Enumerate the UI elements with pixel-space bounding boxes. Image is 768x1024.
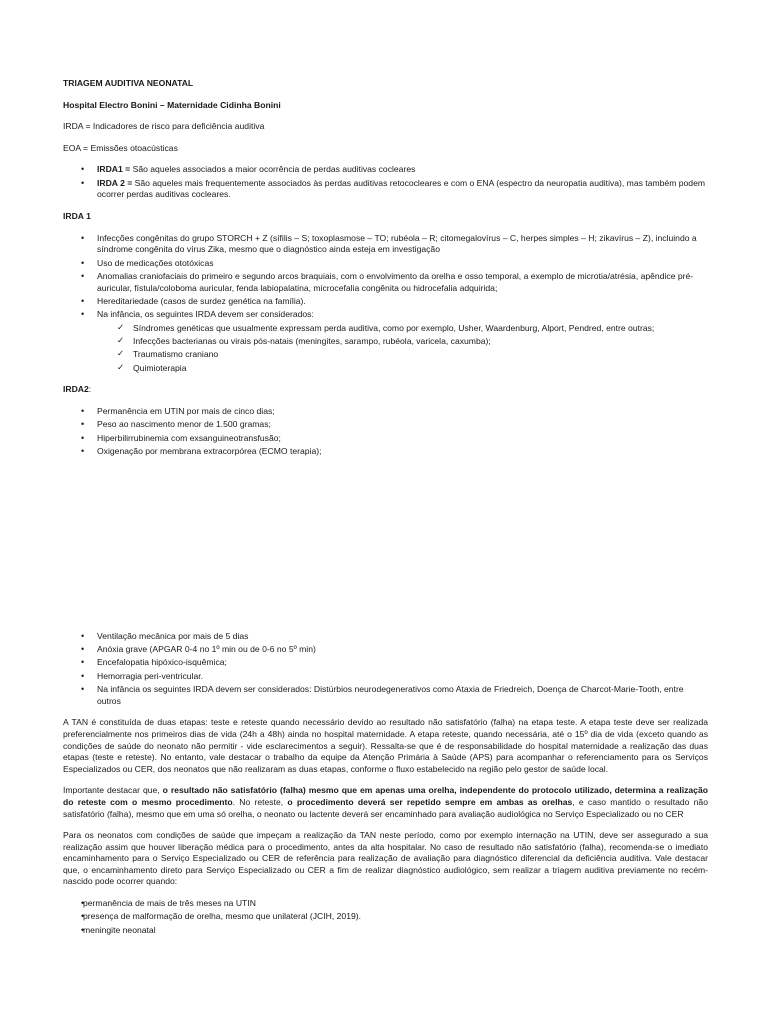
list-item: ✓ Quimioterapia [63,363,708,375]
list-item: ✓ Infecções bacterianas ou virais pós-natais (meningites, sarampo, rubéola, varicela, caxumba); [63,336,708,348]
list-item: • Na infância os seguintes IRDA devem ser considerados: Distúrbios neurodegenerativos como Ataxia de Friedreich, Doença de Charcot-Marie-Tooth, entre outros [63,684,708,707]
list-item: • Uso de medicações ototóxicas [63,258,708,270]
list-item: • Peso ao nascimento menor de 1.500 gramas; [63,419,708,431]
direct-referral-list [63,898,708,936]
irda2-list [63,406,708,458]
document-content [63,78,708,938]
list-item: • Anomalias craniofaciais do primeiro e segundo arcos braquiais, com o envolvimento da orelha e osso temporal, a exemplo de microtia/atrésia, apêndice pré-auricular, fístula/coloboma auricular, fenda labiopalatina, microcefalia congênita ou hidrocefalia adquirida; [63,271,708,294]
list-item: • IRDA1 = São aqueles associados a maior ocorrência de perdas auditivas cocleares [63,164,708,176]
list-item: • Hiperbilirrubinemia com exsanguineotransfusão; [63,433,708,445]
irda-definitions-list [63,164,708,201]
list-item: • Infecções congênitas do grupo STORCH + Z (sífilis – S; toxoplasmose – TO; rubéola – R; citomegalovírus – C, herpes simples – H; zikavírus – Z), incluindo a síndrome congênita do vírus Zika, mesmo que o diagnóstico ainda esteja em investigação [63,233,708,256]
list-item: • Na infância, os seguintes IRDA devem ser considerados: [63,309,708,321]
list-item: • permanência de mais de três meses na UTIN [63,898,708,910]
irda1-list [63,233,708,321]
list-item: • IRDA 2 = São aqueles mais frequentemente associados às perdas auditivas retococleares e com o ENA (espectro da neuropatia auditiva), mas também podem ocorrer perdas auditivas cocleares. [63,178,708,201]
document-title: TRIAGEM AUDITIVA NEONATAL [63,78,194,88]
list-item: ✓ Síndromes genéticas que usualmente expressam perda auditiva, como por exemplo, Usher, Waardenburg, Alport, Pendred, entre outras; [63,323,708,335]
list-item: • Oxigenação por membrana extracorpórea (ECMO terapia); [63,446,708,458]
list-item: • Ventilação mecânica por mais de 5 dias [63,631,708,643]
list-item: • Permanência em UTIN por mais de cinco dias; [63,406,708,418]
list-item: • Hereditariedade (casos de surdez genética na família). [63,296,708,308]
eoa-definition: EOA = Emissões otoacústicas [63,142,178,153]
irda1-sublist [63,323,708,375]
irda1-heading: IRDA 1 [63,210,91,221]
irda2-heading: IRDA2 [63,384,89,395]
list-item: • meningite neonatal [63,925,708,937]
paragraph-tan-stages: A TAN é constituída de duas etapas: teste e reteste quando necessário devido ao resultado não satisfatório (falha) na etapa teste. A etapa teste deve ser realizada preferencialmente nos primeiros dias de vida (24h a 48h) ainda no hospital maternidade. A etapa reteste, quando necessária, até o 15º dia de vida (exceto quando as condições de saúde do neonato não permitir - vide esclarecimentos a seguir). Ressalta-se que é de responsabilidade do hospital maternidade a realização das duas etapas (teste e reteste). No entanto, vale destacar o trabalho da equipe da Atenção Primária à Saúde (APS) para acompanhar o referenciamento para os Serviços Especializados ou CER, dos neonatos que não realizaram as duas etapas, conforme o fluxo estabelecido na região pelo gestor de saúde local. [63,717,708,774]
list-item: • presença de malformação de orelha, mesmo que unilateral (JCIH, 2019). [63,911,708,923]
irda2-heading-line: IRDA2: [63,384,92,395]
list-item: • Encefalopatia hipóxico-isquêmica; [63,657,708,669]
list-item: • Hemorragia peri-ventricular. [63,671,708,683]
hospital-name: Hospital Electro Bonini – Maternidade Cidinha Bonini [63,99,281,110]
list-item: ✓ Traumatismo craniano [63,349,708,361]
irda2-list-continued [63,631,708,708]
irda-definition: IRDA = Indicadores de risco para deficiência auditiva [63,121,265,132]
blank-space [63,460,708,631]
paragraph-neonates: Para os neonatos com condições de saúde que impeçam a realização da TAN neste período, como por exemplo internação na UTIN, deve ser assegurado a sua realização assim que houver liberação médica para o procedimento, antes da alta hospitalar. No caso de resultado não satisfatório (falha), recomenda-se o imediato encaminhamento para o Serviço Especializado ou CER de referência para realização de avaliação para diagnóstico diferencial da deficiência auditiva. Vale destacar que, o encaminhamento direto para Serviço Especializado ou CER a fim de realizar diagnóstico audiológico, sem realizar a triagem auditiva previamente no recém-nascido pode ocorrer quando: [63,830,708,887]
paragraph-retest: Importante destacar que, o resultado não satisfatório (falha) mesmo que em apenas uma orelha, independente do protocolo utilizado, determina a realização do reteste com o mesmo procedimento. No reteste, o procedimento deverá ser repetido sempre em ambas as orelhas, e caso mantido o resultado não satisfatório (falha), mesmo que em uma só orelha, o neonato ou lactente deverá ser encaminhado para avaliação audiológica no Serviço Especializado ou no CER [63,785,708,819]
list-item: • Anóxia grave (APGAR 0-4 no 1º min ou de 0-6 no 5º min) [63,644,708,656]
